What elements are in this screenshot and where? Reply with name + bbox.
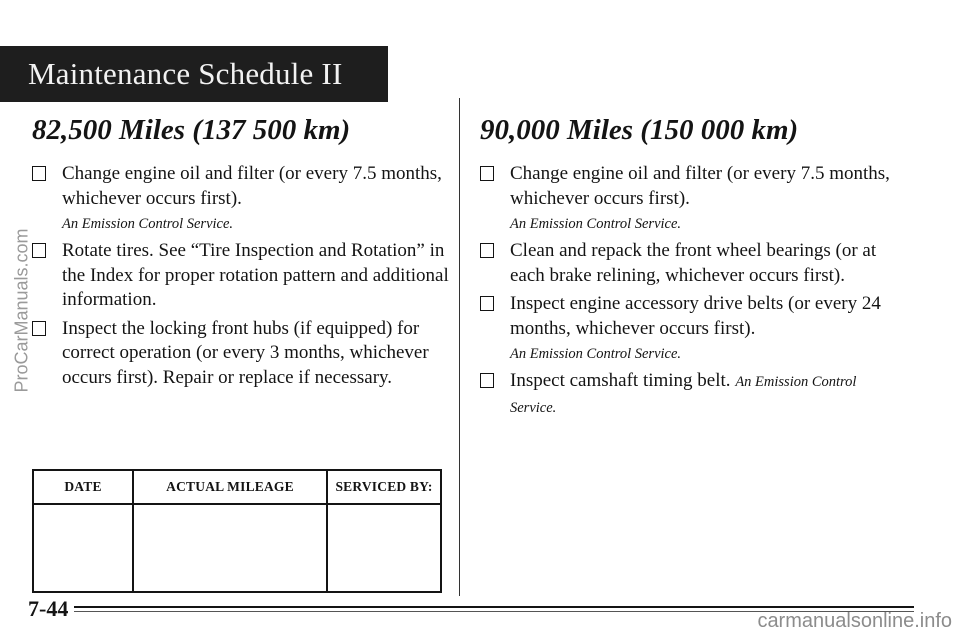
- checkbox-icon: [480, 373, 494, 388]
- checklist-item-text: Rotate tires. See “Tire Inspection and Rotation” in the Index for proper rotation pattern and additional information.: [62, 240, 449, 310]
- emission-note: An Emission Control Service.: [62, 216, 234, 232]
- checklist-item-text: Clean and repack the front wheel bearings (or at each brake relining, whichever occurs first).: [510, 240, 877, 286]
- mileage-cell: [133, 504, 327, 592]
- checklist-item: [480, 292, 900, 365]
- section-header: [0, 46, 388, 102]
- table-row: [33, 504, 441, 592]
- checkbox-icon: [32, 166, 46, 181]
- emission-note: An Emission Control Service.: [510, 374, 857, 416]
- checkbox-icon: [480, 166, 494, 181]
- column-header-date: DATE: [33, 470, 133, 504]
- checklist-item-text: Change engine oil and filter (or every 7.5 months, whichever occurs first).: [510, 163, 890, 209]
- checklist-item: [480, 162, 900, 235]
- footer-rule: [60, 606, 914, 608]
- checklist-item: [32, 317, 452, 391]
- checklist-item: [32, 162, 452, 235]
- column-header-mileage: ACTUAL MILEAGE: [133, 470, 327, 504]
- checkbox-icon: [480, 296, 494, 311]
- checkbox-icon: [32, 243, 46, 258]
- page-number: 7-44: [28, 596, 74, 622]
- service-log-table: [32, 469, 442, 593]
- left-column: [32, 112, 452, 390]
- checklist-item: [480, 239, 900, 288]
- column-divider: [459, 98, 460, 596]
- right-column: [480, 112, 900, 420]
- checklist-item-text-with-note: [510, 369, 900, 420]
- checklist-item: [32, 239, 452, 313]
- bottom-watermark: carmanualsonline.info: [757, 610, 952, 632]
- mileage-heading-right: 90,000 Miles (150 000 km): [480, 114, 799, 146]
- emission-note: An Emission Control Service.: [510, 216, 682, 232]
- date-cell: [33, 504, 133, 592]
- emission-note: An Emission Control Service.: [510, 346, 682, 362]
- column-header-serviced-by: SERVICED BY:: [327, 470, 441, 504]
- checklist-item-text: Inspect the locking front hubs (if equipped) for correct operation (or every 3 months, whichever occurs first). Repair or replace if necessary.: [62, 317, 429, 388]
- checklist-item-text: Change engine oil and filter (or every 7.5 months, whichever occurs first).: [62, 163, 442, 209]
- section-title: Maintenance Schedule II: [28, 56, 343, 91]
- checklist-item-text: Inspect camshaft timing belt.: [510, 370, 731, 391]
- checklist-item-text: Inspect engine accessory drive belts (or every 24 months, whichever occurs first).: [510, 293, 881, 339]
- mileage-heading-left: 82,500 Miles (137 500 km): [32, 114, 351, 146]
- table-header-row: [33, 470, 441, 504]
- side-watermark: ProCarManuals.com: [11, 228, 32, 393]
- checkbox-icon: [32, 321, 46, 336]
- checkbox-icon: [480, 243, 494, 258]
- serviced-by-cell: [327, 504, 441, 592]
- checklist-item: [480, 369, 900, 420]
